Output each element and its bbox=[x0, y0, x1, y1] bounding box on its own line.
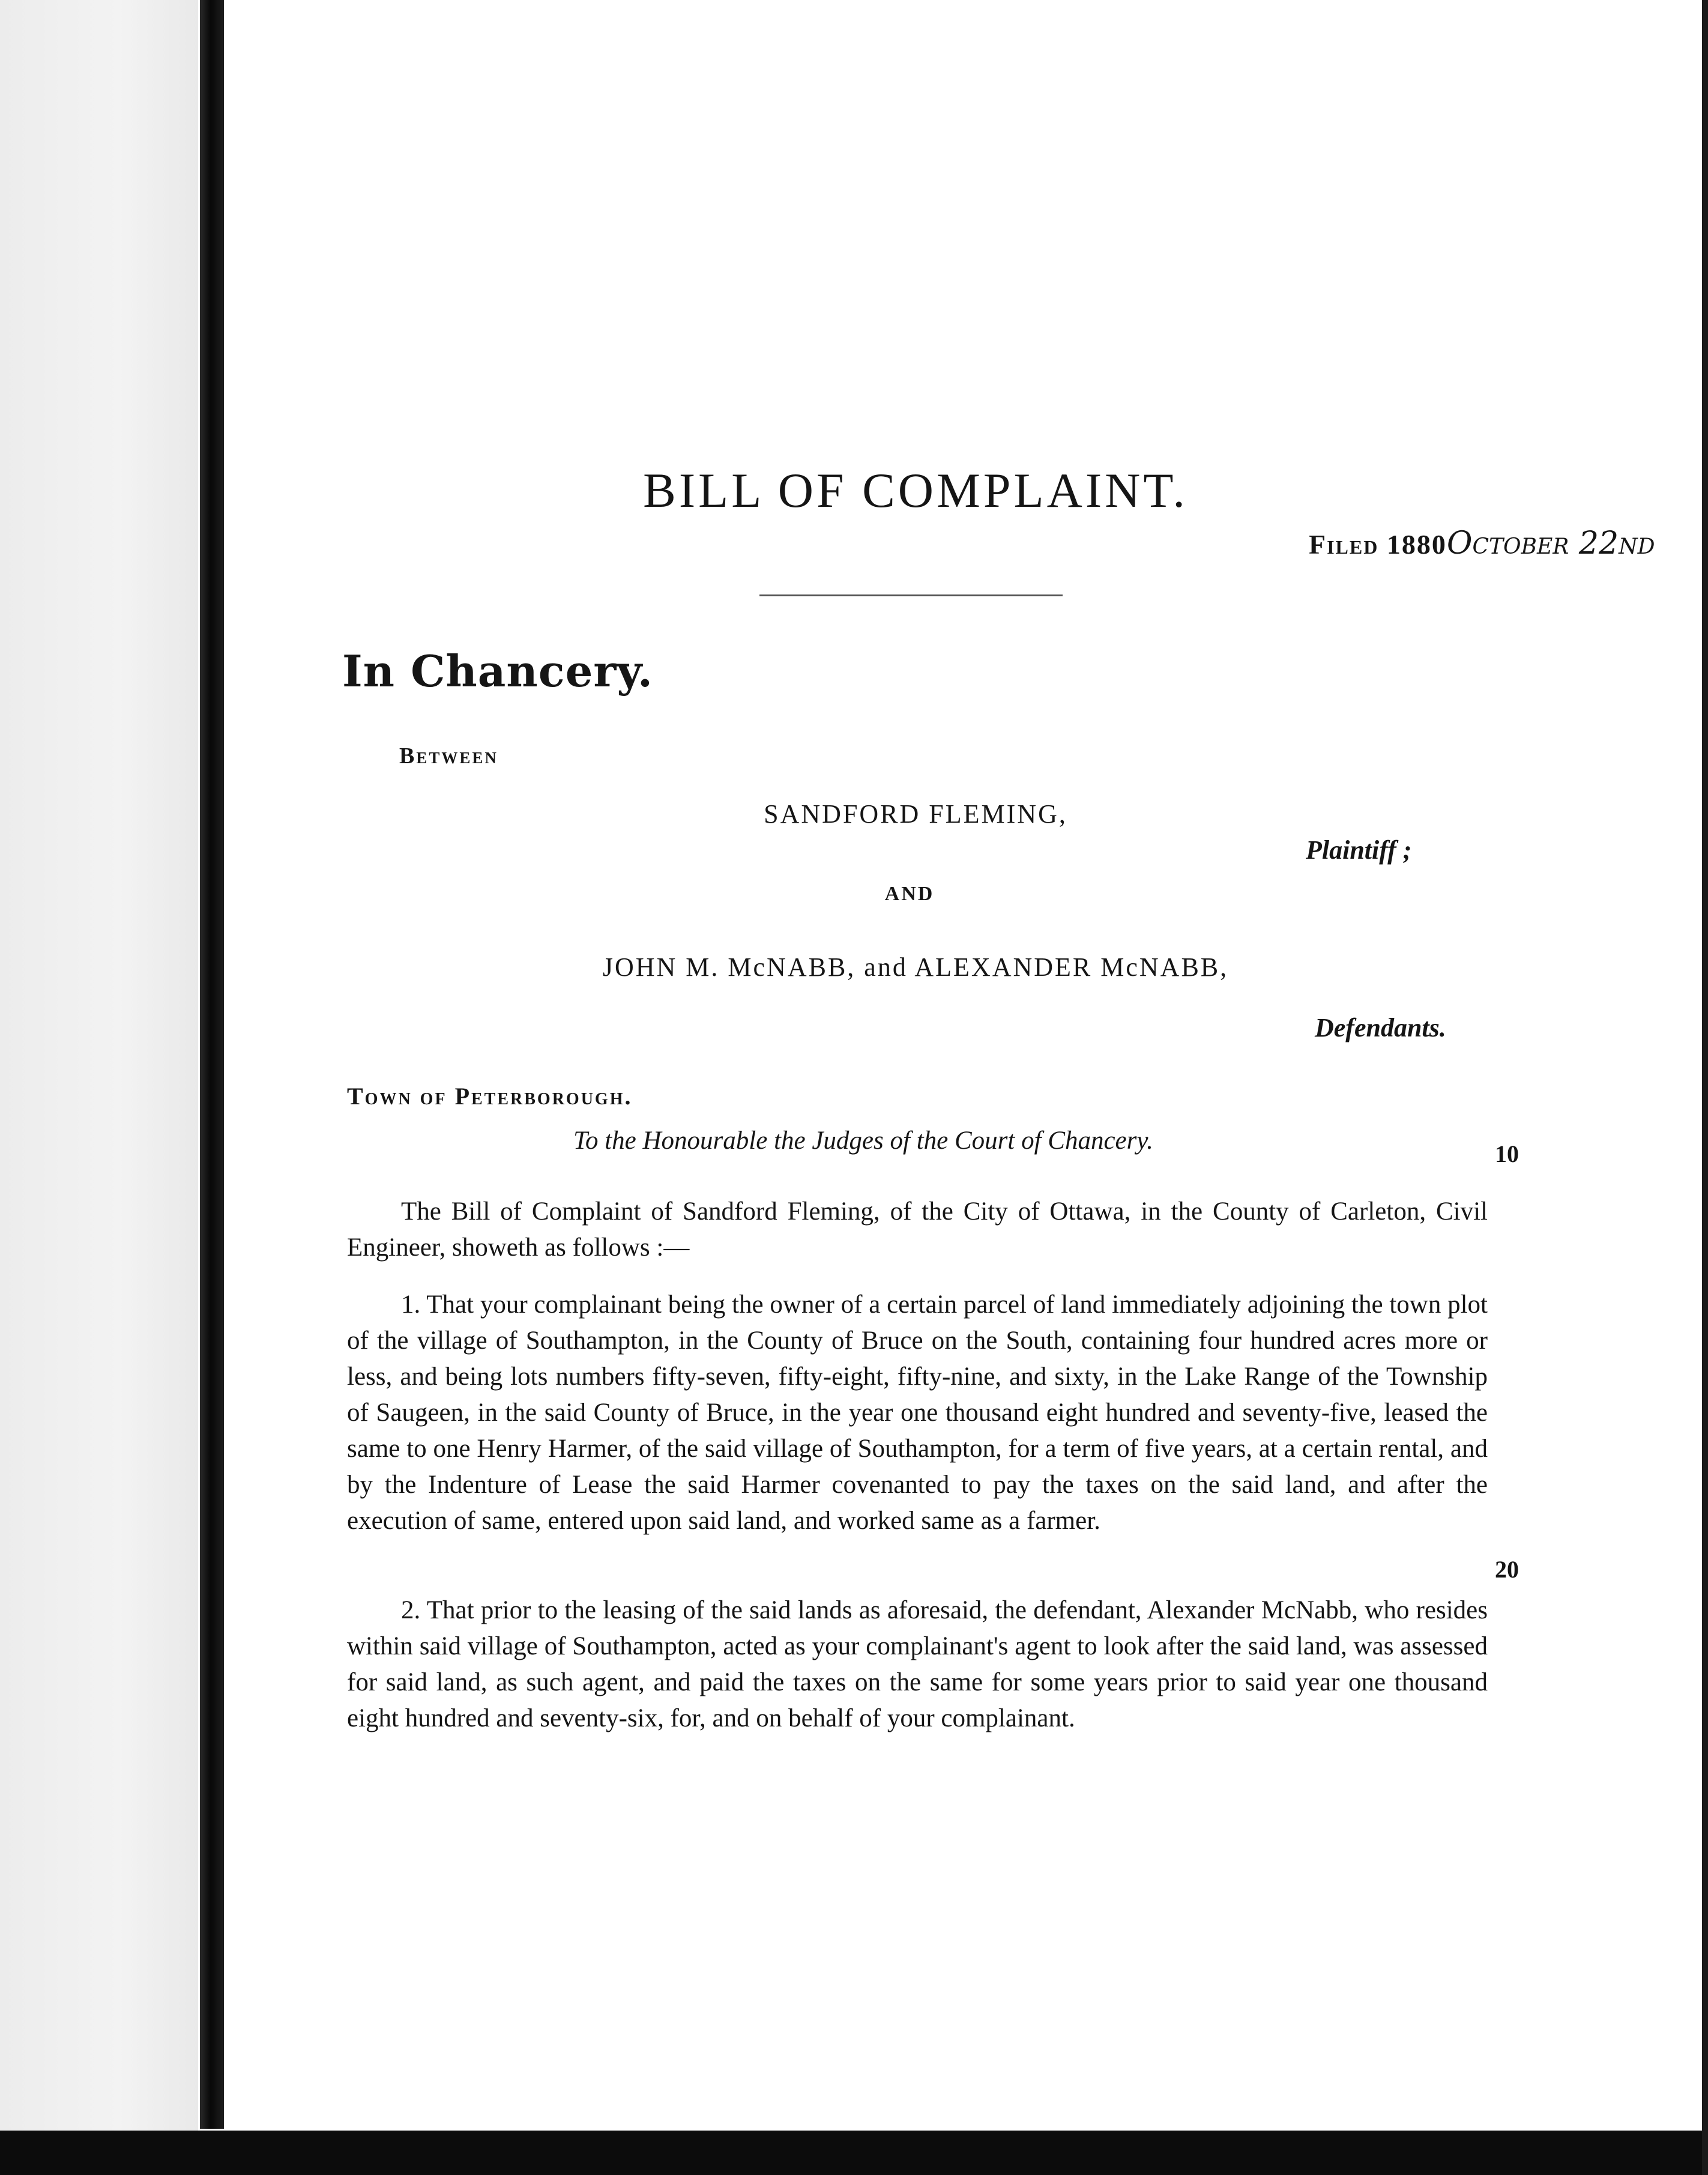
paragraph-intro: The Bill of Complaint of Sandford Fleming, of the City of Ottawa, in the County of Carleton, Civil Engineer, showeth as follows :— bbox=[347, 1197, 1488, 1262]
plaintiff-role: Plaintiff ; bbox=[1306, 835, 1412, 865]
scan-bottom-edge bbox=[0, 2131, 1708, 2175]
court-heading: In Chancery. bbox=[342, 646, 653, 697]
margin-line-number: 10 bbox=[1495, 1140, 1519, 1167]
filed-handwritten-date: October 22nd bbox=[1446, 525, 1655, 561]
defendant-role: Defendants. bbox=[1315, 1013, 1446, 1042]
margin-line-number: 20 bbox=[1495, 1556, 1519, 1583]
document-title: BILL OF COMPLAINT. bbox=[643, 463, 1188, 518]
filed-label: Filed bbox=[1309, 529, 1379, 560]
filed-stamp bbox=[1309, 525, 1655, 561]
binding-edge bbox=[200, 0, 224, 2129]
between-label: Between bbox=[399, 743, 498, 769]
title-divider bbox=[759, 594, 1063, 596]
scan-right-edge bbox=[1702, 0, 1708, 2175]
and-label: AND bbox=[884, 883, 935, 905]
scan-margin bbox=[0, 0, 198, 2175]
defendant-names: JOHN M. McNABB, and ALEXANDER McNABB, bbox=[602, 952, 1229, 982]
filed-year: 1880 bbox=[1386, 529, 1447, 560]
court-address: To the Honourable the Judges of the Court of Chancery. bbox=[573, 1127, 1153, 1155]
paragraph-1: 1. That your complainant being the owner of a certain parcel of land immediately adjoining the town plot of the village of Southampton, in the County of Bruce on the South, containing four hundred acres more or less, and being lots numbers fifty-seven, fifty-eight, fifty-nine, and sixty, in the Lake Range of the Township of Saugeen, in the said County of Bruce, in the year one thousand eight hundred and seventy-five, leased the same to one Henry Harmer, of the said village of Southampton, for a term of five years, at a certain rental, and by the Indenture of Lease the said Harmer covenanted to pay the taxes on the said land, and after the execution of same, entered upon said land, and worked same as a farmer. bbox=[347, 1290, 1488, 1535]
town-heading: Town of Peterborough. bbox=[347, 1083, 633, 1110]
paragraph-2: 2. That prior to the leasing of the said lands as aforesaid, the defendant, Alexander McNabb, who resides within said village of Southampton, acted as your complainant's agent to look after the said land, was assessed for said land, as such agent, and paid the taxes on the same for some years prior to said year one thousand eight hundred and seventy-six, for, and on behalf of your complainant. bbox=[347, 1596, 1488, 1732]
plaintiff-name: SANDFORD FLEMING, bbox=[764, 799, 1067, 829]
